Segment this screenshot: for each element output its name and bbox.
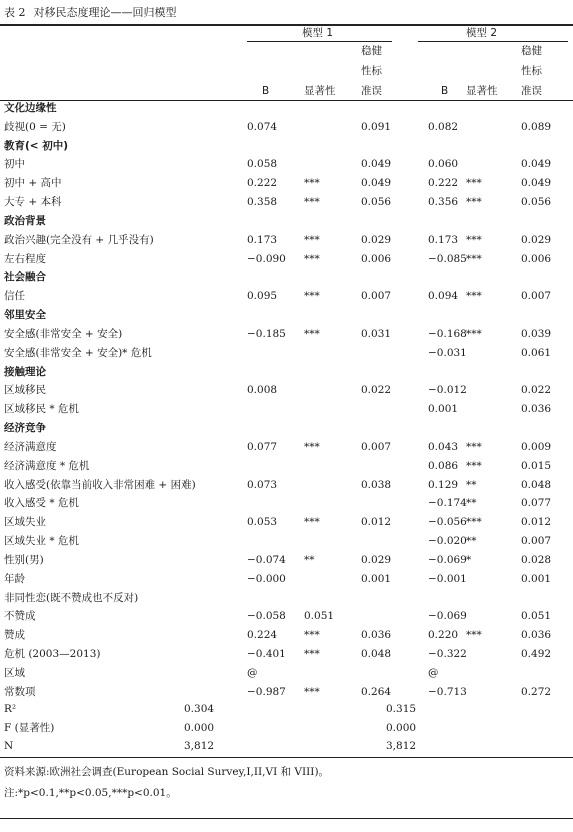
section-heading: 教育(< 初中) — [4, 139, 69, 152]
m2-se: 0.001 — [521, 572, 552, 585]
m1-sig: *** — [304, 252, 320, 265]
m1-sig: 0.051 — [304, 610, 335, 623]
row-label: 信任 — [4, 290, 25, 303]
m1-se: 0.029 — [361, 233, 392, 246]
m1-sig: *** — [304, 327, 320, 340]
m2-stat: 0.315 — [386, 703, 417, 715]
m2-sig: * — [466, 553, 472, 566]
m1-se: 0.001 — [361, 572, 392, 585]
m2-coef: 0.086 — [428, 459, 459, 472]
m1-stat: 0.304 — [184, 703, 215, 715]
m2-coef: −0.012 — [428, 384, 467, 397]
row-label: 区域移民 — [4, 384, 46, 397]
m2-coef: 0.043 — [428, 440, 459, 453]
row-label: 不赞成 — [4, 610, 36, 623]
m1-coef: −0.185 — [247, 327, 286, 340]
m1-sig: *** — [304, 440, 320, 453]
m2-coef: −0.085 — [428, 252, 467, 265]
section-heading: 政治背景 — [4, 214, 46, 227]
m2-coef: 0.173 — [428, 233, 459, 246]
m2-se: 0.051 — [521, 610, 552, 623]
m2-sig: ** — [466, 535, 477, 548]
m2-coef: 0.356 — [428, 196, 459, 209]
m2-coef: −0.713 — [428, 685, 467, 698]
m2-sig: *** — [466, 629, 482, 642]
row-label: 性别(男) — [4, 553, 44, 566]
m1-coef: 0.074 — [247, 120, 278, 133]
m2-se: 0.022 — [521, 384, 552, 397]
m1-se: 0.049 — [361, 177, 392, 190]
m1-se: 0.029 — [361, 553, 392, 566]
page-bottom-rule — [0, 818, 573, 819]
section-heading: 接触理论 — [4, 365, 46, 378]
m1-sig: ** — [304, 553, 315, 566]
m1-coef: 0.077 — [247, 440, 278, 453]
m2-se: 0.077 — [521, 497, 552, 510]
section-heading: 经济竞争 — [4, 422, 46, 435]
m1-se: 0.036 — [361, 629, 392, 642]
row-label: 收入感受 * 危机 — [4, 497, 79, 510]
m2-sig: *** — [466, 459, 482, 472]
m1-se: 0.022 — [361, 384, 392, 397]
m1-se: 0.056 — [361, 196, 392, 209]
m1-coef: 0.053 — [247, 516, 278, 529]
m2-se: 0.056 — [521, 196, 552, 209]
m2-sig: *** — [466, 233, 482, 246]
m1-coef: −0.074 — [247, 553, 286, 566]
m1-se: 0.006 — [361, 252, 392, 265]
row-label: 区域 — [4, 666, 25, 679]
stat-label: F (显著性) — [4, 721, 55, 734]
row-label: 常数项 — [4, 685, 36, 698]
m2-sig: ** — [466, 478, 477, 491]
m1-coef: −0.090 — [247, 252, 286, 265]
row-label: 经济满意度 * 危机 — [4, 459, 90, 472]
row-label: 安全感(非常安全 + 安全)* 危机 — [4, 346, 152, 359]
m2-sig-header: 显著性 — [466, 85, 498, 97]
row-label: 政治兴趣(完全没有 + 几乎没有) — [4, 233, 154, 246]
m1-coef: 0.222 — [247, 177, 278, 190]
m1-coef: −0.000 — [247, 572, 286, 585]
m2-se: 0.007 — [521, 535, 552, 548]
m2-sig: *** — [466, 290, 482, 303]
m2-coef: 0.060 — [428, 158, 459, 171]
m1-coef: −0.401 — [247, 648, 286, 661]
model1-header: 模型 1 — [302, 27, 334, 39]
m2-se: 0.272 — [521, 685, 552, 698]
m2-stat: 0.000 — [386, 721, 417, 734]
row-label: 年龄 — [4, 572, 25, 585]
m2-se-header-3: 准误 — [521, 85, 542, 97]
m2-se: 0.029 — [521, 233, 552, 246]
table-caption — [4, 4, 177, 20]
m1-coef: 0.358 — [247, 196, 278, 209]
m2-se: 0.061 — [521, 346, 552, 359]
m1-se: 0.007 — [361, 290, 392, 303]
m1-stat: 3,812 — [184, 740, 215, 752]
model1-underline — [247, 41, 392, 42]
row-label: 危机 (2003—2013) — [4, 648, 101, 661]
header-rule — [0, 100, 573, 101]
m2-se: 0.006 — [521, 252, 552, 265]
m2-coef: −0.056 — [428, 516, 467, 529]
m2-b-header: B — [441, 85, 449, 97]
m1-coef: 0.058 — [247, 158, 278, 171]
m1-sig: *** — [304, 233, 320, 246]
m2-se-header-1: 稳健 — [521, 45, 542, 57]
m2-se: 0.036 — [521, 629, 552, 642]
m2-se: 0.049 — [521, 158, 552, 171]
m2-se: 0.492 — [521, 648, 552, 661]
row-label: 区域移民 * 危机 — [4, 403, 79, 416]
row-label: 安全感(非常安全 + 安全) — [4, 327, 123, 340]
m1-coef: −0.987 — [247, 685, 286, 698]
m2-coef: −0.174 — [428, 497, 467, 510]
m2-coef: @ — [428, 666, 439, 679]
m1-se: 0.012 — [361, 516, 392, 529]
stat-label: R² — [4, 703, 17, 715]
row-label: 歧视(0 = 无) — [4, 120, 66, 133]
m2-coef: −0.069 — [428, 610, 467, 623]
m1-se: 0.048 — [361, 648, 392, 661]
m1-se: 0.038 — [361, 478, 392, 491]
m1-stat: 0.000 — [184, 721, 215, 734]
m1-sig: *** — [304, 648, 320, 661]
model2-header: 模型 2 — [466, 27, 498, 39]
m2-sig: *** — [466, 327, 482, 340]
m2-se-header-2: 性标 — [521, 65, 542, 77]
m2-se: 0.048 — [521, 478, 552, 491]
model2-underline — [418, 41, 568, 42]
m1-sig: *** — [304, 177, 320, 190]
row-label: 收入感受(依靠当前收入非常困难 + 困难) — [4, 478, 196, 491]
m1-coef: 0.095 — [247, 290, 278, 303]
row-label: 左右程度 — [4, 252, 46, 265]
m2-se: 0.012 — [521, 516, 552, 529]
m2-stat: 3,812 — [386, 740, 417, 752]
m2-coef: −0.031 — [428, 346, 467, 359]
m2-coef: −0.168 — [428, 327, 467, 340]
m2-se: 0.039 — [521, 327, 552, 340]
m1-se-header-2: 性标 — [361, 65, 382, 77]
m2-coef: −0.069 — [428, 553, 467, 566]
bottom-rule — [0, 757, 573, 758]
row-label: 区域失业 — [4, 516, 46, 529]
m2-coef: 0.129 — [428, 478, 459, 491]
row-label: 大专 + 本科 — [4, 196, 62, 209]
m2-coef: −0.020 — [428, 535, 467, 548]
m2-coef: 0.094 — [428, 290, 459, 303]
m1-coef: 0.224 — [247, 629, 278, 642]
m2-coef: 0.001 — [428, 403, 459, 416]
m2-se: 0.009 — [521, 440, 552, 453]
m2-sig: *** — [466, 177, 482, 190]
table-number: 表 2 — [4, 6, 26, 19]
significance-note: 注:*p<0.1,**p<0.05,***p<0.01。 — [4, 787, 177, 799]
m2-se: 0.049 — [521, 177, 552, 190]
m2-sig: ** — [466, 497, 477, 510]
table-title: 对移民态度理论——回归模型 — [33, 6, 177, 19]
m2-se: 0.028 — [521, 553, 552, 566]
m1-sig: *** — [304, 196, 320, 209]
section-heading: 邻里安全 — [4, 309, 46, 322]
row-label: 经济满意度 — [4, 440, 57, 453]
m2-se: 0.089 — [521, 120, 552, 133]
m1-sig: *** — [304, 290, 320, 303]
m2-se: 0.036 — [521, 403, 552, 416]
row-label: 赞成 — [4, 629, 25, 642]
m2-coef: −0.001 — [428, 572, 467, 585]
m1-se: 0.091 — [361, 120, 392, 133]
m1-se: 0.049 — [361, 158, 392, 171]
m1-se-header-3: 准误 — [361, 85, 382, 97]
m2-sig: *** — [466, 516, 482, 529]
m2-sig: *** — [466, 196, 482, 209]
m2-coef: 0.220 — [428, 629, 459, 642]
m2-sig: *** — [466, 252, 482, 265]
row-label: 初中 — [4, 158, 25, 171]
m1-sig: *** — [304, 685, 320, 698]
row-label: 非同性恋(既不赞成也不反对) — [4, 591, 139, 604]
m1-coef: @ — [247, 666, 258, 679]
m2-coef: −0.322 — [428, 648, 467, 661]
stat-label: N — [4, 740, 14, 752]
section-heading: 文化边缘性 — [4, 102, 57, 114]
row-label: 区域失业 * 危机 — [4, 535, 79, 548]
section-heading: 社会融合 — [4, 271, 46, 284]
m2-sig: *** — [466, 440, 482, 453]
m1-se: 0.264 — [361, 685, 392, 698]
m1-se: 0.031 — [361, 327, 392, 340]
m1-coef: 0.073 — [247, 478, 278, 491]
row-label: 初中 + 高中 — [4, 177, 62, 190]
m2-coef: 0.082 — [428, 120, 459, 133]
m1-b-header: B — [262, 85, 270, 97]
m1-sig-header: 显著性 — [304, 85, 336, 97]
m1-sig: *** — [304, 516, 320, 529]
m1-se: 0.007 — [361, 440, 392, 453]
m2-se: 0.015 — [521, 459, 552, 472]
m1-coef: 0.173 — [247, 233, 278, 246]
m2-se: 0.007 — [521, 290, 552, 303]
source-note: 资料来源:欧洲社会调查(European Social Survey,I,II,VI 和 VIII)。 — [4, 766, 330, 778]
m1-sig: *** — [304, 629, 320, 642]
m1-se-header-1: 稳健 — [361, 45, 382, 57]
m2-coef: 0.222 — [428, 177, 459, 190]
m1-coef: 0.008 — [247, 384, 278, 397]
m1-coef: −0.058 — [247, 610, 286, 623]
